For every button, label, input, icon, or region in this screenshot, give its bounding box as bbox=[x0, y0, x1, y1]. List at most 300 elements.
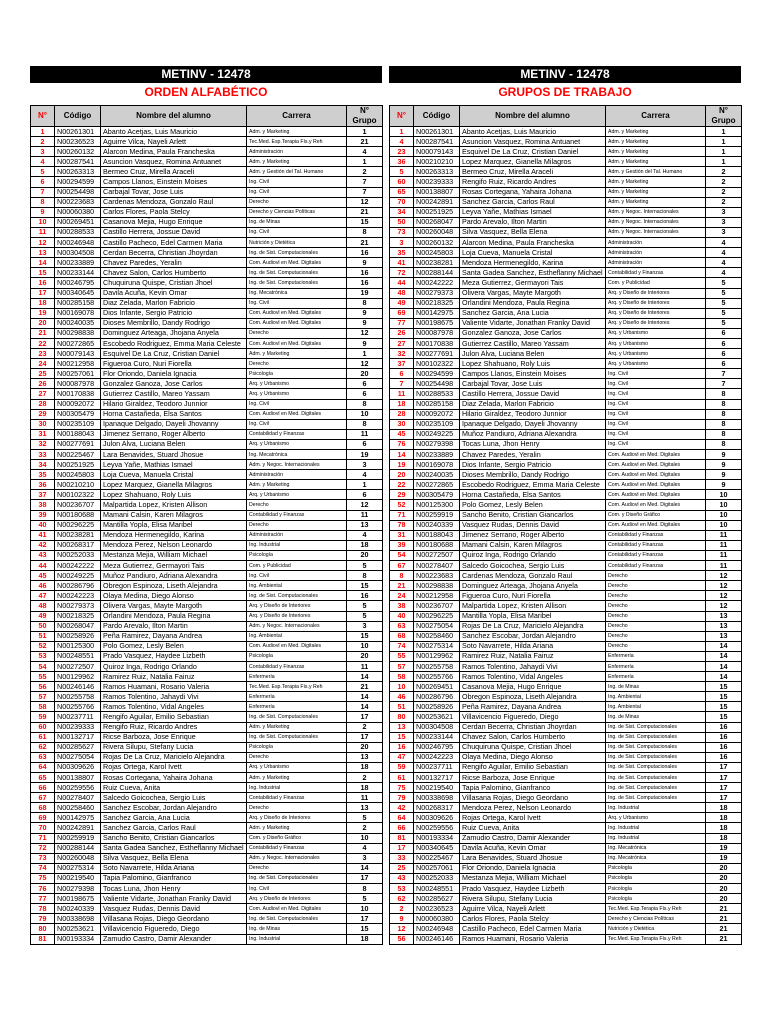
table-row bbox=[31, 217, 383, 227]
group-number: 6 bbox=[706, 349, 742, 359]
group-number: 5 bbox=[347, 611, 383, 621]
student-code: N00272865 bbox=[414, 480, 460, 490]
group-number: 13 bbox=[347, 803, 383, 813]
row-number: 48 bbox=[390, 288, 414, 298]
student-code: N00278407 bbox=[414, 561, 460, 571]
student-name: Pardo Arevalo, Ilton Martin bbox=[101, 621, 247, 631]
table-row bbox=[390, 561, 742, 571]
student-code: N00219540 bbox=[414, 783, 460, 793]
table-row bbox=[31, 601, 383, 611]
student-name: Cardenas Mendoza, Gonzalo Raul bbox=[101, 197, 247, 207]
career: Ing. de Sist. Computacionales bbox=[247, 712, 347, 722]
career: Adm. y Negoc. Internacionales bbox=[606, 217, 706, 227]
student-code: N00193334 bbox=[414, 833, 460, 843]
group-number: 8 bbox=[706, 429, 742, 439]
career: Adm. y Marketing bbox=[606, 137, 706, 147]
row-number: 35 bbox=[31, 470, 55, 480]
row-number: 53 bbox=[390, 884, 414, 894]
student-code: N00279373 bbox=[414, 288, 460, 298]
table-row bbox=[390, 773, 742, 783]
group-number: 17 bbox=[706, 793, 742, 803]
student-name: Chuquiruna Quispe, Cristian Jhoel bbox=[460, 742, 606, 752]
table-row bbox=[31, 722, 383, 732]
student-code: N00233889 bbox=[414, 450, 460, 460]
table-row bbox=[31, 591, 383, 601]
student-name: Mamani Calsin, Karen Milagros bbox=[460, 540, 606, 550]
row-number: 39 bbox=[390, 540, 414, 550]
student-name: Meza Gutierrez, Germayori Tais bbox=[460, 278, 606, 288]
row-number: 62 bbox=[390, 894, 414, 904]
group-number: 11 bbox=[347, 793, 383, 803]
student-code: N00304508 bbox=[414, 722, 460, 732]
header-student-name: Nombre del alumno bbox=[460, 106, 606, 127]
row-number: 75 bbox=[31, 873, 55, 883]
group-number: 20 bbox=[347, 369, 383, 379]
career: Arq. y Diseño de Interiores bbox=[247, 894, 347, 904]
table-row bbox=[31, 661, 383, 671]
student-name: Dioses Membrillo, Dandy Rodrigo bbox=[460, 470, 606, 480]
group-number: 15 bbox=[706, 712, 742, 722]
group-number: 1 bbox=[347, 480, 383, 490]
table-row bbox=[390, 288, 742, 298]
student-name: Tapia Palomino, Gianfranco bbox=[460, 783, 606, 793]
student-code: N00242891 bbox=[55, 823, 101, 833]
row-number: 29 bbox=[390, 490, 414, 500]
table-row bbox=[31, 127, 383, 137]
group-number: 19 bbox=[347, 288, 383, 298]
row-number: 68 bbox=[390, 631, 414, 641]
career: Ing. Industrial bbox=[606, 833, 706, 843]
student-code: N00285158 bbox=[414, 399, 460, 409]
student-code: N00277691 bbox=[414, 349, 460, 359]
group-number: 10 bbox=[347, 641, 383, 651]
group-number: 17 bbox=[347, 712, 383, 722]
group-number: 9 bbox=[347, 258, 383, 268]
group-number: 16 bbox=[706, 742, 742, 752]
career: Nutrición y Dietética bbox=[606, 924, 706, 934]
group-number: 5 bbox=[347, 894, 383, 904]
table-row bbox=[31, 530, 383, 540]
group-number: 10 bbox=[706, 490, 742, 500]
table-row bbox=[390, 177, 742, 187]
row-number: 11 bbox=[390, 389, 414, 399]
student-name: Ramirez Ruiz, Natalia Fairuz bbox=[101, 672, 247, 682]
row-number: 43 bbox=[31, 550, 55, 560]
student-name: Prado Vasquez, Haydee Lizbeth bbox=[460, 884, 606, 894]
row-number: 48 bbox=[31, 601, 55, 611]
student-name: Rosas Cortegana, Yahaira Johana bbox=[101, 773, 247, 783]
student-name: Castillo Herrera, Jossue David bbox=[460, 389, 606, 399]
group-number: 18 bbox=[706, 813, 742, 823]
student-name: Tapia Palomino, Gianfranco bbox=[101, 873, 247, 883]
table-row bbox=[31, 157, 383, 167]
student-name: Salcedo Goicochea, Sergio Luis bbox=[460, 561, 606, 571]
table-row bbox=[390, 419, 742, 429]
student-name: Chavez Salon, Carlos Humberto bbox=[101, 268, 247, 278]
career: Adm. y Marketing bbox=[247, 157, 347, 167]
table-row bbox=[390, 732, 742, 742]
student-name: Polo Gomez, Lesly Belen bbox=[101, 641, 247, 651]
alphabetical-panel bbox=[30, 66, 382, 945]
student-name: Rojas Ortega, Karol Ivett bbox=[101, 762, 247, 772]
student-code: N00193334 bbox=[55, 934, 101, 944]
student-name: Davila Acuña, Kevin Omar bbox=[460, 843, 606, 853]
table-row bbox=[390, 530, 742, 540]
student-name: Castillo Pacheco, Edel Carmen Maria bbox=[460, 924, 606, 934]
student-name: Diaz Zelada, Marlon Fabricio bbox=[101, 298, 247, 308]
student-code: N00102322 bbox=[55, 490, 101, 500]
student-code: N00242222 bbox=[55, 561, 101, 571]
table-row bbox=[31, 399, 383, 409]
table-row bbox=[31, 520, 383, 530]
career: Arq. y Diseño de Interiores bbox=[606, 298, 706, 308]
student-name: Abanto Acetjas, Luis Mauricio bbox=[101, 127, 247, 137]
row-number: 4 bbox=[390, 137, 414, 147]
table-row bbox=[31, 490, 383, 500]
table-row bbox=[31, 863, 383, 873]
table-row bbox=[31, 843, 383, 853]
career: Administración bbox=[247, 470, 347, 480]
row-number: 76 bbox=[390, 439, 414, 449]
student-code: N00236707 bbox=[55, 500, 101, 510]
student-name: Chavez Salon, Carlos Humberto bbox=[460, 732, 606, 742]
student-code: N00233889 bbox=[55, 258, 101, 268]
student-code: N00252033 bbox=[55, 550, 101, 560]
student-code: N00170838 bbox=[414, 338, 460, 348]
table-row bbox=[31, 389, 383, 399]
student-code: N00288144 bbox=[55, 843, 101, 853]
student-code: N00294599 bbox=[414, 369, 460, 379]
row-number: 36 bbox=[31, 480, 55, 490]
group-number: 9 bbox=[347, 308, 383, 318]
student-code: N00285627 bbox=[55, 742, 101, 752]
group-number: 16 bbox=[347, 591, 383, 601]
table-row bbox=[390, 318, 742, 328]
student-code: N00288533 bbox=[55, 227, 101, 237]
row-number: 74 bbox=[31, 863, 55, 873]
table-row bbox=[31, 460, 383, 470]
group-number: 12 bbox=[706, 581, 742, 591]
group-number: 11 bbox=[706, 550, 742, 560]
career: Ing. Industrial bbox=[247, 540, 347, 550]
row-number: 22 bbox=[31, 338, 55, 348]
student-code: N00198675 bbox=[414, 318, 460, 328]
group-number: 6 bbox=[347, 439, 383, 449]
student-name: Zamudio Castro, Damir Alexander bbox=[460, 833, 606, 843]
student-code: N00225467 bbox=[414, 853, 460, 863]
career: Ing. de Sist. Computacionales bbox=[247, 732, 347, 742]
table-row bbox=[390, 137, 742, 147]
group-number: 7 bbox=[706, 379, 742, 389]
row-number: 10 bbox=[31, 217, 55, 227]
student-code: N00242223 bbox=[414, 752, 460, 762]
row-number: 23 bbox=[31, 349, 55, 359]
student-name: Muñoz Pandiuro, Adriana Alexandra bbox=[460, 429, 606, 439]
groups-title: GRUPOS DE TRABAJO bbox=[498, 85, 632, 99]
group-number: 20 bbox=[706, 894, 742, 904]
student-name: Diaz Zelada, Marlon Fabricio bbox=[460, 399, 606, 409]
student-code: N00236523 bbox=[55, 137, 101, 147]
group-number: 18 bbox=[706, 833, 742, 843]
student-name: Figueroa Curo, Nuri Fiorella bbox=[460, 591, 606, 601]
student-name: Julon Alva, Luciana Belen bbox=[460, 349, 606, 359]
student-code: N00248551 bbox=[414, 884, 460, 894]
group-number: 13 bbox=[706, 621, 742, 631]
career: Contabilidad y Finanzas bbox=[247, 843, 347, 853]
career: Adm. y Marketing bbox=[606, 187, 706, 197]
student-name: Gutierrez Castillo, Mareo Yassam bbox=[101, 389, 247, 399]
group-number: 2 bbox=[706, 167, 742, 177]
student-code: N00258926 bbox=[414, 702, 460, 712]
student-name: Lopez Marquez, Gianella Milagros bbox=[460, 157, 606, 167]
table-row bbox=[390, 359, 742, 369]
student-code: N00238281 bbox=[414, 258, 460, 268]
career: Ing. Civil bbox=[606, 389, 706, 399]
course-banner: METINV - 12478 bbox=[30, 66, 382, 83]
career: Ing. Ambiental bbox=[606, 692, 706, 702]
table-row bbox=[31, 581, 383, 591]
career: Contabilidad y Finanzas bbox=[606, 561, 706, 571]
table-row bbox=[390, 450, 742, 460]
header-code: Código bbox=[55, 106, 101, 127]
table-row bbox=[31, 439, 383, 449]
table-row bbox=[390, 217, 742, 227]
table-row bbox=[31, 884, 383, 894]
table-row bbox=[31, 137, 383, 147]
student-code: N00269451 bbox=[414, 682, 460, 692]
student-name: Mamani Calsin, Karen Milagros bbox=[101, 510, 247, 520]
student-code: N00309626 bbox=[55, 762, 101, 772]
student-name: Rengifo Ruiz, Ricardo Andres bbox=[101, 722, 247, 732]
row-number: 6 bbox=[390, 369, 414, 379]
group-number: 14 bbox=[706, 641, 742, 651]
student-name: Casanova Mejia, Hugo Enrique bbox=[101, 217, 247, 227]
row-number: 28 bbox=[31, 399, 55, 409]
group-number: 5 bbox=[706, 308, 742, 318]
career: Com. y Diseño Gráfico bbox=[247, 833, 347, 843]
group-number: 14 bbox=[706, 651, 742, 661]
group-number: 10 bbox=[347, 833, 383, 843]
career: Derecho bbox=[247, 520, 347, 530]
group-number: 21 bbox=[706, 904, 742, 914]
student-name: Carbajal Tovar, Jose Luis bbox=[101, 187, 247, 197]
student-code: N00287541 bbox=[55, 157, 101, 167]
student-name: Leyva Yañe, Mathias Ismael bbox=[460, 207, 606, 217]
header-number: N° bbox=[31, 106, 55, 127]
group-number: 8 bbox=[347, 419, 383, 429]
student-code: N00246795 bbox=[414, 742, 460, 752]
group-number: 7 bbox=[347, 177, 383, 187]
table-row bbox=[390, 914, 742, 924]
career: Adm. y Marketing bbox=[606, 197, 706, 207]
student-code: N00210210 bbox=[414, 157, 460, 167]
student-name: Mestanza Mejia, William Michael bbox=[460, 873, 606, 883]
student-name: Casanova Mejia, Hugo Enrique bbox=[460, 682, 606, 692]
student-name: Peña Ramirez, Dayana Andrea bbox=[101, 631, 247, 641]
career: Adm. y Gestión del Tal. Humano bbox=[247, 167, 347, 177]
student-code: N00288144 bbox=[414, 268, 460, 278]
student-name: Rengifo Aguilar, Emilio Sebastian bbox=[101, 712, 247, 722]
row-number: 17 bbox=[31, 288, 55, 298]
career: Ing. de Sist. Computacionales bbox=[606, 762, 706, 772]
group-number: 9 bbox=[347, 318, 383, 328]
table-row bbox=[31, 550, 383, 560]
career: Ing. Mecatrónica bbox=[606, 853, 706, 863]
group-number: 5 bbox=[706, 288, 742, 298]
group-number: 1 bbox=[706, 147, 742, 157]
student-code: N00296225 bbox=[414, 611, 460, 621]
table-row bbox=[31, 611, 383, 621]
student-name: Ramos Tolentino, Vidal Angeles bbox=[101, 702, 247, 712]
career: Contabilidad y Finanzas bbox=[247, 793, 347, 803]
row-number: 21 bbox=[31, 328, 55, 338]
student-name: Cerdan Becerra, Christian Jhoyrdan bbox=[460, 722, 606, 732]
table-row bbox=[31, 924, 383, 934]
student-name: Sanchez Garcia, Ana Lucia bbox=[460, 308, 606, 318]
student-code: N00237711 bbox=[414, 762, 460, 772]
career: Administración bbox=[247, 147, 347, 157]
student-name: Cardenas Mendoza, Gonzalo Raul bbox=[460, 571, 606, 581]
career: Tec.Med. Esp.Terapia Fís.y Reh bbox=[247, 682, 347, 692]
student-code: N00225467 bbox=[55, 450, 101, 460]
row-number: 16 bbox=[390, 742, 414, 752]
row-number: 25 bbox=[390, 863, 414, 873]
group-number: 17 bbox=[706, 762, 742, 772]
row-number: 23 bbox=[390, 147, 414, 157]
group-number: 2 bbox=[706, 177, 742, 187]
group-number: 4 bbox=[706, 238, 742, 248]
student-name: Vasquez Rudas, Dennis David bbox=[460, 520, 606, 530]
table-row bbox=[31, 712, 383, 722]
student-code: N00138807 bbox=[414, 187, 460, 197]
row-number: 80 bbox=[31, 924, 55, 934]
table-row bbox=[390, 308, 742, 318]
group-number: 2 bbox=[706, 187, 742, 197]
career: Enfermería bbox=[606, 672, 706, 682]
group-number: 5 bbox=[706, 298, 742, 308]
table-row bbox=[390, 550, 742, 560]
career: Derecho bbox=[606, 611, 706, 621]
career: Com. Audiovl en Med. Digitales bbox=[247, 409, 347, 419]
career: Contabilidad y Finanzas bbox=[247, 429, 347, 439]
row-number: 25 bbox=[31, 369, 55, 379]
table-row bbox=[390, 258, 742, 268]
table-row bbox=[390, 702, 742, 712]
group-number: 6 bbox=[706, 359, 742, 369]
career: Ing. de Sist. Computacionales bbox=[606, 742, 706, 752]
student-name: Dios Infante, Sergio Patricio bbox=[101, 308, 247, 318]
table-row bbox=[390, 197, 742, 207]
row-number: 7 bbox=[390, 379, 414, 389]
group-number: 11 bbox=[706, 561, 742, 571]
group-number: 18 bbox=[347, 934, 383, 944]
student-name: Santa Gadea Sanchez, Estheflanny Michael bbox=[101, 843, 247, 853]
student-code: N00223683 bbox=[414, 571, 460, 581]
career: Contabilidad y Finanzas bbox=[247, 510, 347, 520]
student-name: Campos Llanos, Einstein Moises bbox=[460, 369, 606, 379]
table-row bbox=[390, 661, 742, 671]
group-number: 4 bbox=[347, 530, 383, 540]
student-name: Rojas Ortega, Karol Ivett bbox=[460, 813, 606, 823]
student-code: N00092072 bbox=[55, 399, 101, 409]
student-code: N00060380 bbox=[55, 207, 101, 217]
career: Adm. y Marketing bbox=[606, 127, 706, 137]
career: Ing. Ambiental bbox=[247, 581, 347, 591]
student-name: Tocas Luna, Jhon Henry bbox=[101, 884, 247, 894]
alphabetical-table bbox=[30, 105, 383, 945]
row-number: 59 bbox=[390, 762, 414, 772]
student-name: Julon Alva, Luciana Belen bbox=[101, 439, 247, 449]
row-number: 72 bbox=[31, 843, 55, 853]
row-number: 38 bbox=[31, 500, 55, 510]
row-number: 72 bbox=[390, 268, 414, 278]
student-name: Mendoza Hermenegildo, Karina bbox=[460, 258, 606, 268]
table-row bbox=[390, 884, 742, 894]
student-code: N00298838 bbox=[55, 328, 101, 338]
row-number: 7 bbox=[31, 187, 55, 197]
career: Ing. Civil bbox=[247, 571, 347, 581]
group-number: 4 bbox=[347, 147, 383, 157]
student-name: Dioses Membrillo, Dandy Rodrigo bbox=[101, 318, 247, 328]
career: Tec.Med. Esp.Terapia Fís.y Reh bbox=[247, 137, 347, 147]
row-number: 53 bbox=[31, 651, 55, 661]
student-name: Ramos Tolentino, Vidal Angeles bbox=[460, 672, 606, 682]
student-name: Mestanza Mejia, William Michael bbox=[101, 550, 247, 560]
career: Ing. Civil bbox=[247, 298, 347, 308]
table-row bbox=[31, 823, 383, 833]
group-number: 12 bbox=[347, 500, 383, 510]
career: Enfermería bbox=[247, 672, 347, 682]
student-code: N00263313 bbox=[414, 167, 460, 177]
group-number: 20 bbox=[706, 873, 742, 883]
student-name: Quiroz Inga, Rodrigo Orlando bbox=[101, 661, 247, 671]
career: Derecho bbox=[247, 803, 347, 813]
table-row bbox=[390, 520, 742, 530]
student-name: Horna Castañeda, Elsa Santos bbox=[101, 409, 247, 419]
group-number: 20 bbox=[347, 651, 383, 661]
career: Derecho bbox=[247, 752, 347, 762]
student-code: N00235109 bbox=[414, 419, 460, 429]
row-number: 32 bbox=[390, 349, 414, 359]
group-number: 13 bbox=[706, 631, 742, 641]
group-number: 3 bbox=[706, 207, 742, 217]
career: Ing. Civil bbox=[247, 419, 347, 429]
row-number: 50 bbox=[390, 217, 414, 227]
student-code: N00309626 bbox=[414, 813, 460, 823]
group-number: 14 bbox=[706, 661, 742, 671]
table-row bbox=[31, 833, 383, 843]
student-code: N00305479 bbox=[414, 490, 460, 500]
career: Derecho bbox=[606, 641, 706, 651]
career: Adm. y Marketing bbox=[247, 823, 347, 833]
career: Derecho bbox=[606, 631, 706, 641]
career: Arq. y Urbanismo bbox=[606, 328, 706, 338]
row-number: 28 bbox=[390, 409, 414, 419]
group-number: 21 bbox=[347, 682, 383, 692]
student-name: Carbajal Tovar, Jose Luis bbox=[460, 379, 606, 389]
group-number: 21 bbox=[706, 914, 742, 924]
group-number: 6 bbox=[347, 490, 383, 500]
table-row bbox=[390, 611, 742, 621]
group-number: 11 bbox=[706, 540, 742, 550]
career: Com. Audiovl en Med. Digitales bbox=[606, 470, 706, 480]
row-number: 75 bbox=[390, 783, 414, 793]
group-number: 12 bbox=[706, 591, 742, 601]
student-code: N00218325 bbox=[414, 298, 460, 308]
student-name: Olaya Medina, Diego Alonso bbox=[460, 752, 606, 762]
student-code: N00102322 bbox=[414, 359, 460, 369]
student-name: Campos Llanos, Einstein Moises bbox=[101, 177, 247, 187]
